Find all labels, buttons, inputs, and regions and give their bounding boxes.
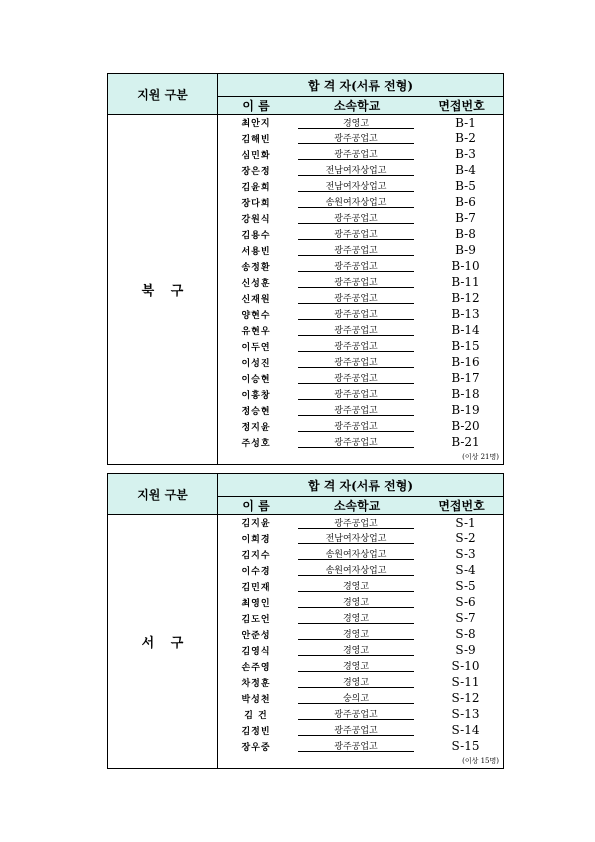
cell-school: 전남여자상업고	[298, 532, 414, 544]
cell-number: B-2	[455, 131, 476, 145]
cell-number: B-19	[451, 403, 480, 417]
table-row	[218, 418, 503, 434]
col-header-school: 소속학교	[333, 99, 381, 113]
cell-name: 김지수	[241, 550, 271, 561]
cell-number: S-12	[451, 691, 480, 705]
support-label: 지원 구분	[108, 74, 218, 114]
cell-number: S-10	[451, 659, 480, 673]
table-row	[218, 722, 503, 738]
total-count: (이상 15명)	[462, 757, 499, 765]
table-row	[218, 515, 503, 530]
cell-number: B-11	[451, 275, 480, 289]
table-row	[218, 610, 503, 626]
table-header	[108, 474, 503, 515]
table-row	[218, 306, 503, 322]
table-row	[218, 626, 503, 642]
cell-school: 광주공업고	[298, 388, 414, 400]
cell-name: 정지윤	[241, 422, 271, 433]
cell-name: 서용빈	[241, 246, 271, 257]
cell-name: 이승현	[241, 374, 271, 385]
cell-number: S-7	[455, 611, 476, 625]
cell-school: 광주공업고	[298, 324, 414, 336]
cell-number: B-16	[451, 355, 480, 369]
cell-name: 장우중	[241, 742, 271, 753]
cell-number: B-3	[455, 147, 476, 161]
table-row	[218, 274, 503, 290]
cell-name: 이두연	[241, 342, 271, 353]
cell-name: 이희경	[241, 534, 271, 545]
cell-number: B-15	[451, 339, 480, 353]
cell-number: B-1	[455, 115, 476, 130]
support-label: 지원 구분	[108, 474, 218, 514]
cell-school: 송원여자상업고	[298, 548, 414, 560]
cell-school: 광주공업고	[298, 517, 414, 529]
table-row	[218, 546, 503, 562]
cell-number: B-21	[451, 435, 480, 449]
cell-school: 경영고	[298, 660, 414, 672]
table-row	[218, 738, 503, 754]
cell-school: 숭의고	[298, 692, 414, 704]
table-row	[218, 690, 503, 706]
table-row	[218, 258, 503, 274]
cell-number: S-11	[451, 675, 480, 689]
table-row	[218, 370, 503, 386]
total-count: (이상 21명)	[462, 453, 499, 461]
cell-number: B-12	[451, 291, 480, 305]
table-row	[218, 530, 503, 546]
cell-number: B-18	[451, 387, 480, 401]
cell-name: 손주영	[241, 662, 271, 673]
cell-school: 경영고	[298, 117, 414, 129]
col-header-name: 이 름	[242, 499, 270, 513]
cell-school: 광주공업고	[298, 340, 414, 352]
table-seogu	[107, 473, 504, 769]
cell-name: 이수경	[241, 566, 271, 577]
cell-number: B-5	[455, 179, 476, 193]
cell-school: 경영고	[298, 628, 414, 640]
cell-name: 신재원	[241, 294, 271, 305]
cell-name: 이성진	[241, 358, 271, 369]
cell-name: 최영인	[241, 598, 271, 609]
cell-number: S-3	[455, 547, 476, 561]
cell-school: 광주공업고	[298, 708, 414, 720]
cell-name: 김해빈	[241, 134, 271, 145]
col-header-number: 면접번호	[438, 99, 485, 113]
cell-name: 이흥창	[241, 390, 271, 401]
cell-number: B-17	[451, 371, 480, 385]
cell-school: 전남여자상업고	[298, 180, 414, 192]
table-row	[218, 226, 503, 242]
table-row	[218, 402, 503, 418]
cell-school: 광주공업고	[298, 404, 414, 416]
cell-name: 최안지	[241, 119, 271, 129]
table-row	[218, 322, 503, 338]
cell-number: S-14	[451, 723, 480, 737]
cell-name: 신성훈	[241, 278, 271, 289]
cell-school: 경영고	[298, 596, 414, 608]
cell-school: 광주공업고	[298, 308, 414, 320]
cell-school: 송원여자상업고	[298, 564, 414, 576]
cell-number: S-15	[451, 739, 480, 753]
cell-school: 전남여자상업고	[298, 164, 414, 176]
cell-school: 광주공업고	[298, 244, 414, 256]
table-row	[218, 674, 503, 690]
cell-number: B-10	[451, 259, 480, 273]
cell-name: 김지윤	[241, 519, 271, 529]
cell-school: 광주공업고	[298, 436, 414, 448]
cell-number: S-6	[455, 595, 476, 609]
cell-number: B-14	[451, 323, 480, 337]
cell-school: 광주공업고	[298, 292, 414, 304]
cell-number: S-13	[451, 707, 480, 721]
table-row	[218, 706, 503, 722]
cell-number: B-6	[455, 195, 476, 209]
cell-school: 경영고	[298, 644, 414, 656]
cell-name: 주성호	[241, 438, 271, 449]
cell-name: 강원식	[241, 214, 271, 225]
table-row	[218, 578, 503, 594]
table-bukgu	[107, 73, 504, 465]
cell-name: 김정빈	[241, 726, 271, 737]
cell-school: 광주공업고	[298, 372, 414, 384]
rows-list	[218, 515, 503, 768]
cell-school: 광주공업고	[298, 420, 414, 432]
table-row	[218, 210, 503, 226]
cell-name: 차정훈	[241, 678, 271, 689]
cell-number: B-7	[455, 211, 476, 225]
cell-school: 광주공업고	[298, 148, 414, 160]
cell-name: 김윤희	[241, 182, 271, 193]
cell-number: S-9	[455, 643, 476, 657]
cell-name: 장은정	[241, 166, 271, 177]
cell-number: S-8	[455, 627, 476, 641]
cell-school: 경영고	[298, 580, 414, 592]
cell-school: 광주공업고	[298, 740, 414, 752]
cell-name: 유현우	[241, 326, 271, 337]
table-row	[218, 162, 503, 178]
col-header-number: 면접번호	[438, 499, 485, 513]
table-row	[218, 642, 503, 658]
cell-name: 김 건	[244, 710, 268, 721]
cell-school: 광주공업고	[298, 132, 414, 144]
cell-name: 김도언	[241, 614, 271, 625]
cell-number: S-5	[455, 579, 476, 593]
cell-school: 광주공업고	[298, 212, 414, 224]
col-header-name: 이 름	[242, 99, 270, 113]
rows-list	[218, 115, 503, 464]
cell-school: 경영고	[298, 676, 414, 688]
table-row	[218, 658, 503, 674]
cell-name: 박성천	[241, 694, 271, 705]
table-row	[218, 242, 503, 258]
table-row	[218, 338, 503, 354]
cell-name: 심민화	[241, 150, 271, 161]
cell-number: S-2	[455, 531, 476, 545]
cell-name: 김민재	[241, 582, 271, 593]
cell-school: 광주공업고	[298, 724, 414, 736]
cell-school: 광주공업고	[298, 356, 414, 368]
table-row	[218, 178, 503, 194]
table-row	[218, 562, 503, 578]
cell-number: B-9	[455, 243, 476, 257]
cell-number: S-4	[455, 563, 476, 577]
table-row	[218, 146, 503, 162]
region-label: 서 구	[108, 515, 218, 768]
table-title: 합 격 자(서류 전형)	[218, 74, 503, 97]
cell-number: B-20	[451, 419, 480, 433]
cell-name: 정승현	[241, 406, 271, 417]
table-row	[218, 434, 503, 450]
table-title: 합 격 자(서류 전형)	[218, 474, 503, 497]
table-row	[218, 594, 503, 610]
cell-number: S-1	[455, 515, 476, 530]
cell-name: 장다희	[241, 198, 271, 209]
table-row	[218, 194, 503, 210]
cell-number: B-8	[455, 227, 476, 241]
cell-number: B-13	[451, 307, 480, 321]
cell-name: 송정환	[241, 262, 271, 273]
table-header	[108, 74, 503, 115]
cell-school: 경영고	[298, 612, 414, 624]
cell-name: 양현수	[241, 310, 271, 321]
cell-name: 안준성	[241, 630, 271, 641]
table-row	[218, 386, 503, 402]
cell-school: 광주공업고	[298, 276, 414, 288]
table-row	[218, 115, 503, 130]
cell-number: B-4	[455, 163, 476, 177]
cell-name: 김용수	[241, 230, 271, 241]
col-header-school: 소속학교	[333, 499, 381, 513]
cell-school: 광주공업고	[298, 260, 414, 272]
cell-school: 송원여자상업고	[298, 196, 414, 208]
region-label: 북 구	[108, 115, 218, 464]
table-row	[218, 290, 503, 306]
cell-school: 광주공업고	[298, 228, 414, 240]
table-row	[218, 354, 503, 370]
table-row	[218, 130, 503, 146]
cell-name: 김영식	[241, 646, 271, 657]
